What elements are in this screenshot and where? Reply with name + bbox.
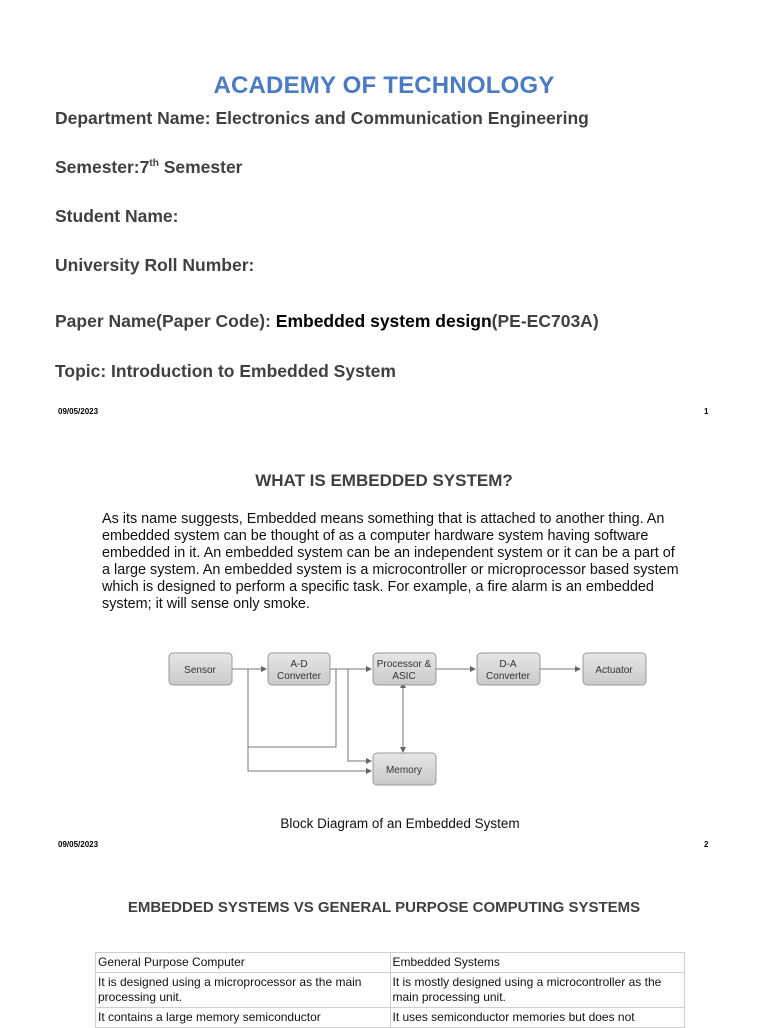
processor-label-2: ASIC [392, 671, 416, 682]
da-label-2: Converter [486, 671, 530, 682]
comparison-table [95, 952, 685, 1028]
roll-number-line: University Roll Number: [55, 255, 255, 275]
semester-suffix: Semester [158, 157, 243, 177]
table-row [96, 973, 685, 1008]
institute-title: ACADEMY OF TECHNOLOGY [213, 72, 555, 99]
table-cell: It is designed using a microprocessor as the main processing unit. [96, 973, 391, 1008]
memory-label: Memory [385, 765, 423, 776]
da-label-1: D-A [499, 659, 517, 670]
paper-code: (PE-EC703A) [491, 311, 599, 331]
paper-label: Paper Name(Paper Code): [55, 311, 276, 331]
slide1-page-number: 1 [704, 407, 709, 416]
table-header-row [96, 953, 685, 973]
topic-line: Topic: Introduction to Embedded System [55, 361, 396, 381]
slide2-date: 09/05/2023 [58, 840, 99, 849]
semester-prefix: Semester:7 [55, 157, 150, 177]
section-heading-what-is: WHAT IS EMBEDDED SYSTEM? [255, 471, 513, 490]
paper-name: Embedded system design [275, 311, 492, 331]
connector-ad-memory [348, 669, 371, 761]
table-cell: It contains a large memory semiconductor [96, 1008, 391, 1028]
block-diagram [160, 645, 660, 790]
ad-label-1: A-D [290, 659, 308, 670]
ad-label-2: Converter [277, 671, 321, 682]
table-row [96, 1008, 685, 1028]
student-name-line: Student Name: [55, 206, 179, 226]
actuator-label: Actuator [595, 665, 633, 676]
diagram-caption: Block Diagram of an Embedded System [280, 816, 520, 831]
table-header-cell: General Purpose Computer [96, 953, 391, 973]
table-header-cell: Embedded Systems [390, 953, 685, 973]
department-line: Department Name: Electronics and Communication Engineering [55, 108, 589, 128]
definition-paragraph: As its name suggests, Embedded means something that is attached to another thing. An embedded system can be thought of as a computer hardware system having software embedded in it. An embedded system can be an independent system or it can be a part of a large system. An embedded system is a microcontroller or microprocessor based system which is designed to perform a specific task. For example, a fire alarm is an embedded system; it will sense only smoke. [102, 511, 679, 612]
section-heading-comparison: EMBEDDED SYSTEMS VS GENERAL PURPOSE COMPUTING SYSTEMS [127, 899, 641, 916]
semester-superscript: th [149, 158, 159, 170]
table-cell: It uses semiconductor memories but does not [390, 1008, 685, 1028]
connector-sensor-memory [248, 747, 371, 771]
processor-label-1: Processor & [376, 659, 432, 670]
slide2-page-number: 2 [704, 840, 709, 849]
sensor-label: Sensor [184, 665, 216, 676]
semester-line [55, 157, 243, 178]
slide1-date: 09/05/2023 [58, 407, 99, 416]
table-cell: It is mostly designed using a microcontroller as the main processing unit. [390, 973, 685, 1008]
paper-line [55, 311, 599, 332]
